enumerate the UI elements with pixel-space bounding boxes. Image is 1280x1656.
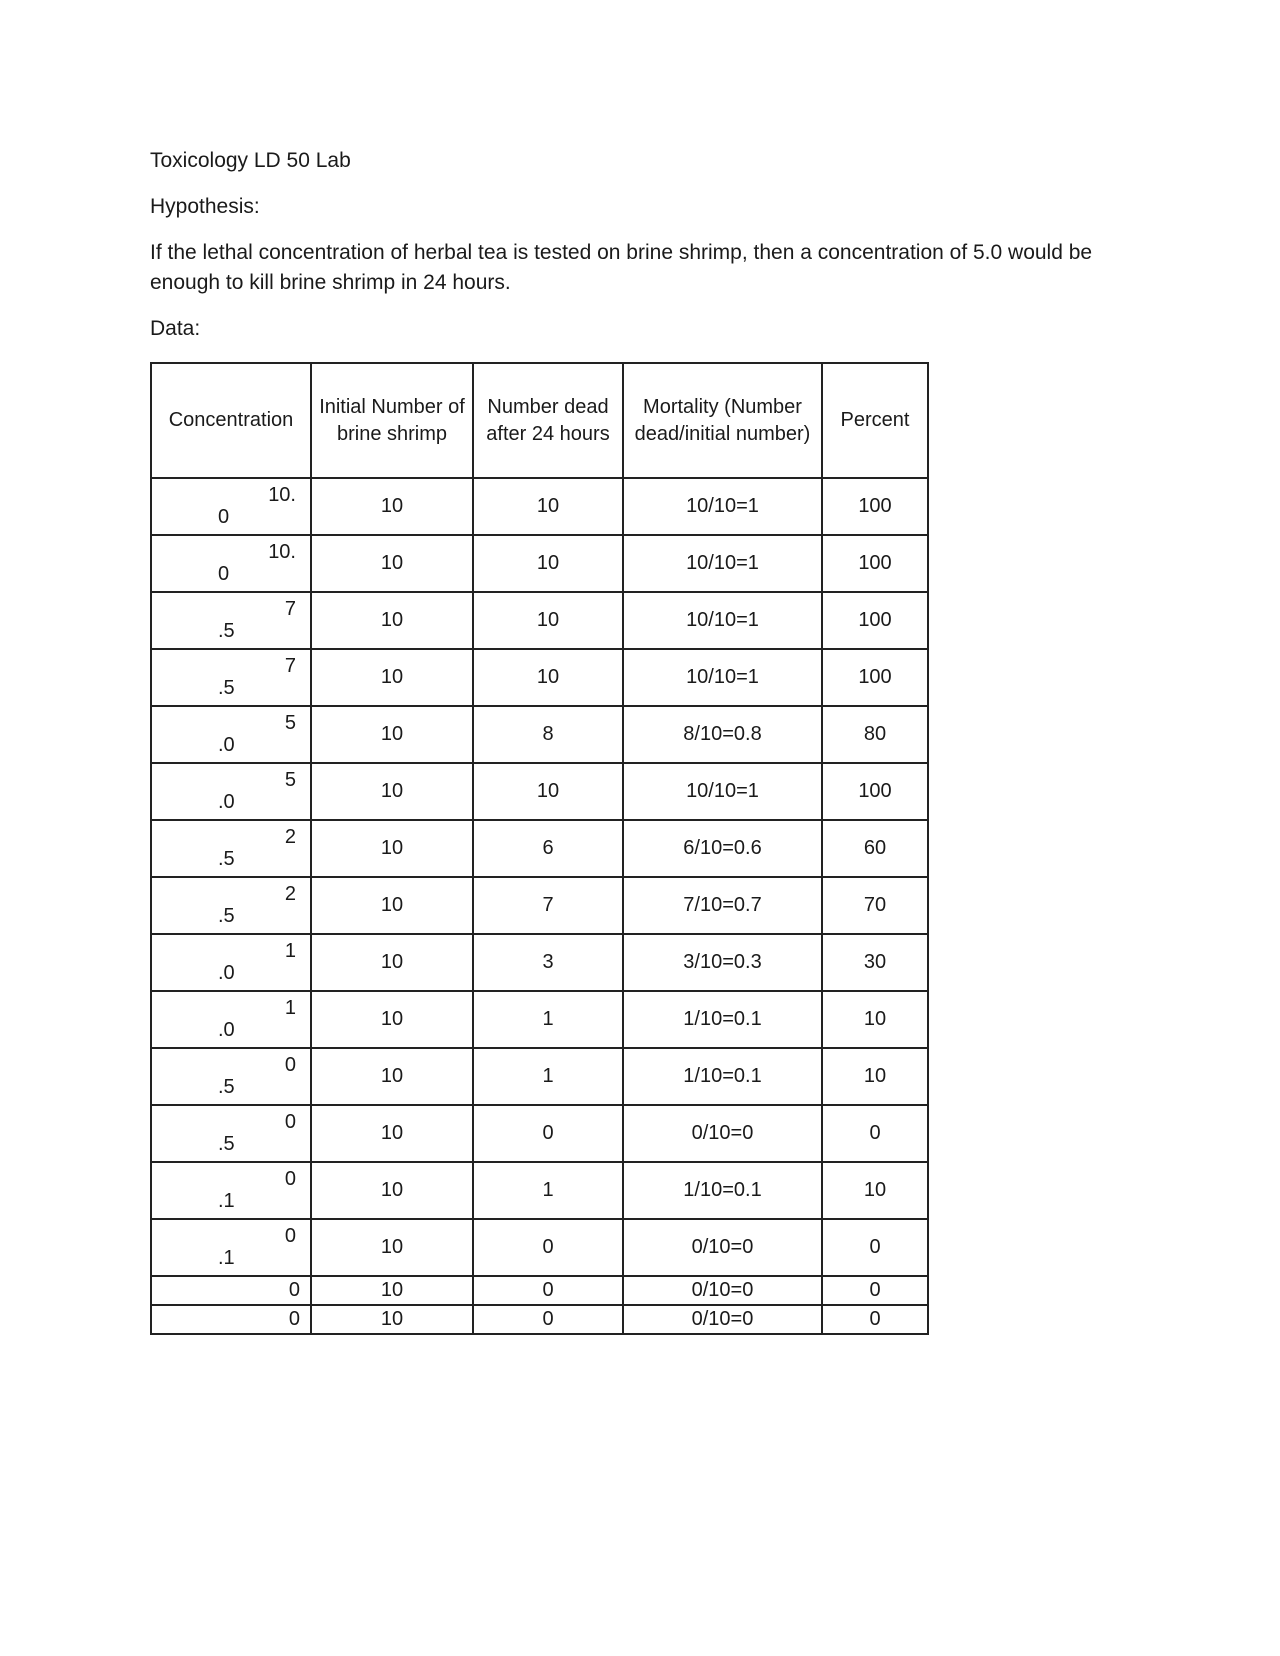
mortality-cell: 6/10=0.6 bbox=[623, 820, 822, 877]
concentration-bottom: .5 bbox=[218, 905, 235, 927]
table-row bbox=[151, 763, 928, 820]
concentration-top: 0 bbox=[288, 1308, 300, 1330]
initial-number-cell: 10 bbox=[311, 649, 473, 706]
concentration-top: 0 bbox=[284, 1225, 296, 1247]
initial-number-cell: 10 bbox=[311, 1305, 473, 1334]
mortality-cell: 0/10=0 bbox=[623, 1276, 822, 1305]
initial-number-cell: 10 bbox=[311, 991, 473, 1048]
initial-number-cell: 10 bbox=[311, 877, 473, 934]
mortality-cell: 10/10=1 bbox=[623, 763, 822, 820]
percent-cell: 100 bbox=[822, 649, 928, 706]
percent-cell: 10 bbox=[822, 1162, 928, 1219]
concentration-top: 0 bbox=[288, 1279, 300, 1301]
percent-cell: 0 bbox=[822, 1105, 928, 1162]
concentration-top: 2 bbox=[284, 883, 296, 905]
mortality-cell: 10/10=1 bbox=[623, 649, 822, 706]
percent-cell: 100 bbox=[822, 592, 928, 649]
table-row bbox=[151, 592, 928, 649]
header-row bbox=[151, 363, 928, 478]
table-row bbox=[151, 1048, 928, 1105]
table-row bbox=[151, 478, 928, 535]
percent-cell: 10 bbox=[822, 991, 928, 1048]
concentration-top: 0 bbox=[284, 1168, 296, 1190]
table-row bbox=[151, 934, 928, 991]
concentration-cell bbox=[151, 1219, 311, 1276]
concentration-cell bbox=[151, 649, 311, 706]
mortality-cell: 1/10=0.1 bbox=[623, 1048, 822, 1105]
initial-number-cell: 10 bbox=[311, 1276, 473, 1305]
table-row bbox=[151, 1219, 928, 1276]
initial-number-cell: 10 bbox=[311, 478, 473, 535]
number-dead-cell: 10 bbox=[473, 592, 623, 649]
concentration-bottom: .5 bbox=[218, 1133, 235, 1155]
percent-cell: 0 bbox=[822, 1305, 928, 1334]
concentration-bottom: 0 bbox=[218, 563, 230, 585]
number-dead-cell: 0 bbox=[473, 1305, 623, 1334]
percent-cell: 80 bbox=[822, 706, 928, 763]
percent-cell: 0 bbox=[822, 1219, 928, 1276]
mortality-cell: 0/10=0 bbox=[623, 1105, 822, 1162]
table-row bbox=[151, 1105, 928, 1162]
table-row bbox=[151, 1305, 928, 1334]
number-dead-cell: 7 bbox=[473, 877, 623, 934]
percent-cell: 0 bbox=[822, 1276, 928, 1305]
number-dead-cell: 1 bbox=[473, 1162, 623, 1219]
document-title: Toxicology LD 50 Lab bbox=[150, 149, 351, 172]
initial-number-cell: 10 bbox=[311, 763, 473, 820]
concentration-cell bbox=[151, 1162, 311, 1219]
percent-cell: 100 bbox=[822, 535, 928, 592]
percent-cell: 30 bbox=[822, 934, 928, 991]
initial-number-cell: 10 bbox=[311, 1162, 473, 1219]
concentration-top: 0 bbox=[284, 1111, 296, 1133]
mortality-cell: 3/10=0.3 bbox=[623, 934, 822, 991]
mortality-cell: 7/10=0.7 bbox=[623, 877, 822, 934]
number-dead-cell: 6 bbox=[473, 820, 623, 877]
number-dead-cell: 10 bbox=[473, 535, 623, 592]
table-row bbox=[151, 820, 928, 877]
initial-number-cell: 10 bbox=[311, 1219, 473, 1276]
header-mortality: Mortality (Number dead/initial number) bbox=[623, 363, 822, 478]
number-dead-cell: 1 bbox=[473, 991, 623, 1048]
initial-number-cell: 10 bbox=[311, 592, 473, 649]
table-row bbox=[151, 706, 928, 763]
table-row bbox=[151, 535, 928, 592]
table-row bbox=[151, 649, 928, 706]
concentration-cell bbox=[151, 820, 311, 877]
number-dead-cell: 1 bbox=[473, 1048, 623, 1105]
data-label: Data: bbox=[150, 317, 201, 340]
header-initial-number: Initial Number of brine shrimp bbox=[311, 363, 473, 478]
concentration-cell bbox=[151, 991, 311, 1048]
initial-number-cell: 10 bbox=[311, 934, 473, 991]
concentration-cell bbox=[151, 706, 311, 763]
concentration-cell bbox=[151, 1276, 311, 1305]
concentration-bottom: .0 bbox=[218, 1019, 235, 1041]
concentration-bottom: .5 bbox=[218, 848, 235, 870]
percent-cell: 100 bbox=[822, 763, 928, 820]
initial-number-cell: 10 bbox=[311, 535, 473, 592]
concentration-top: 1 bbox=[284, 940, 296, 962]
table-row bbox=[151, 1162, 928, 1219]
concentration-bottom: .0 bbox=[218, 962, 235, 984]
concentration-top: 5 bbox=[284, 769, 296, 791]
mortality-cell: 1/10=0.1 bbox=[623, 1162, 822, 1219]
initial-number-cell: 10 bbox=[311, 1105, 473, 1162]
number-dead-cell: 0 bbox=[473, 1105, 623, 1162]
initial-number-cell: 10 bbox=[311, 1048, 473, 1105]
number-dead-cell: 3 bbox=[473, 934, 623, 991]
concentration-bottom: .5 bbox=[218, 1076, 235, 1098]
mortality-cell: 1/10=0.1 bbox=[623, 991, 822, 1048]
number-dead-cell: 10 bbox=[473, 478, 623, 535]
percent-cell: 70 bbox=[822, 877, 928, 934]
percent-cell: 10 bbox=[822, 1048, 928, 1105]
data-table bbox=[150, 362, 929, 1335]
concentration-top: 1 bbox=[284, 997, 296, 1019]
table-row bbox=[151, 877, 928, 934]
concentration-cell bbox=[151, 478, 311, 535]
initial-number-cell: 10 bbox=[311, 706, 473, 763]
concentration-top: 2 bbox=[284, 826, 296, 848]
concentration-top: 7 bbox=[284, 598, 296, 620]
concentration-top: 5 bbox=[284, 712, 296, 734]
concentration-bottom: 0 bbox=[218, 506, 230, 528]
concentration-cell bbox=[151, 1048, 311, 1105]
concentration-cell bbox=[151, 1105, 311, 1162]
mortality-cell: 8/10=0.8 bbox=[623, 706, 822, 763]
header-percent: Percent bbox=[822, 363, 928, 478]
number-dead-cell: 0 bbox=[473, 1219, 623, 1276]
number-dead-cell: 8 bbox=[473, 706, 623, 763]
mortality-cell: 0/10=0 bbox=[623, 1219, 822, 1276]
concentration-top: 7 bbox=[284, 655, 296, 677]
hypothesis-text: If the lethal concentration of herbal tea is tested on brine shrimp, then a concentration of 5.0 would be enough to kill brine shrimp in 24 hours. bbox=[150, 241, 1093, 294]
concentration-top: 10. bbox=[268, 541, 296, 563]
number-dead-cell: 10 bbox=[473, 649, 623, 706]
percent-cell: 60 bbox=[822, 820, 928, 877]
table-row bbox=[151, 991, 928, 1048]
table-row bbox=[151, 1276, 928, 1305]
concentration-bottom: .0 bbox=[218, 734, 235, 756]
concentration-top: 0 bbox=[284, 1054, 296, 1076]
concentration-bottom: .5 bbox=[218, 677, 235, 699]
concentration-bottom: .1 bbox=[218, 1247, 235, 1269]
mortality-cell: 10/10=1 bbox=[623, 592, 822, 649]
hypothesis-label: Hypothesis: bbox=[150, 195, 260, 218]
mortality-cell: 10/10=1 bbox=[623, 478, 822, 535]
concentration-cell bbox=[151, 535, 311, 592]
document-page bbox=[150, 146, 1130, 1335]
header-concentration: Concentration bbox=[151, 363, 311, 478]
concentration-cell bbox=[151, 763, 311, 820]
concentration-cell bbox=[151, 934, 311, 991]
mortality-cell: 0/10=0 bbox=[623, 1305, 822, 1334]
percent-cell: 100 bbox=[822, 478, 928, 535]
table-body bbox=[151, 478, 928, 1334]
concentration-bottom: .0 bbox=[218, 791, 235, 813]
number-dead-cell: 10 bbox=[473, 763, 623, 820]
concentration-top: 10. bbox=[268, 484, 296, 506]
concentration-cell bbox=[151, 1305, 311, 1334]
mortality-cell: 10/10=1 bbox=[623, 535, 822, 592]
concentration-bottom: .1 bbox=[218, 1190, 235, 1212]
concentration-cell bbox=[151, 592, 311, 649]
number-dead-cell: 0 bbox=[473, 1276, 623, 1305]
header-number-dead: Number dead after 24 hours bbox=[473, 363, 623, 478]
initial-number-cell: 10 bbox=[311, 820, 473, 877]
concentration-bottom: .5 bbox=[218, 620, 235, 642]
concentration-cell bbox=[151, 877, 311, 934]
